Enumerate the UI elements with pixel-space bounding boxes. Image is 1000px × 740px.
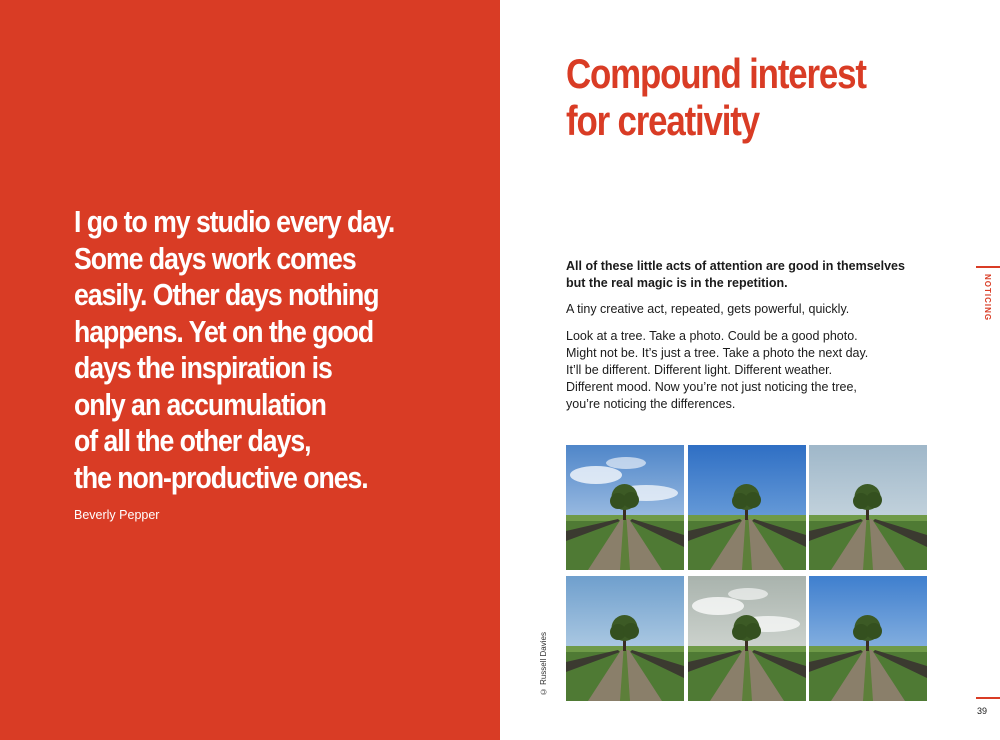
photo-grid (566, 445, 927, 701)
quote-author: Beverly Pepper (74, 508, 160, 522)
pull-quote (74, 204, 435, 496)
tree-photo-3 (809, 445, 927, 570)
quote-line: of all the other days, (74, 423, 311, 458)
photo-credit: © Russell Davies (539, 632, 548, 697)
tree-photo-2 (688, 445, 806, 570)
page-number: 39 (977, 706, 988, 716)
lead-line: All of these little acts of attention are good in themselves (566, 259, 905, 273)
quote-line: the non-productive ones. (74, 459, 368, 495)
quote-line: I go to my studio every day. (74, 204, 395, 239)
paragraph-line: Different mood. Now you’re not just noticing the tree, (566, 380, 857, 395)
quote-line: easily. Other days nothing (74, 277, 379, 312)
quote-line: Some days work comes (74, 240, 356, 276)
page-marker (976, 697, 1000, 699)
body-text (566, 258, 938, 423)
section-tab: NOTICING (983, 274, 992, 322)
paragraph-line: you’re noticing the differences. (566, 397, 736, 412)
tree-photo-4 (566, 576, 684, 701)
paragraph-2 (566, 328, 938, 414)
right-page (500, 0, 1000, 740)
title-line: for creativity (566, 97, 759, 144)
tree-photo-6 (809, 576, 927, 701)
paragraph-1: A tiny creative act, repeated, gets powerful, quickly. (566, 302, 850, 317)
paragraph-line: It’ll be different. Different light. Different weather. (566, 363, 833, 378)
page-title (566, 50, 866, 144)
paragraph-line: Look at a tree. Take a photo. Could be a good photo. (566, 328, 858, 343)
lead-paragraph (566, 258, 938, 292)
paragraph-line: Might not be. It’s just a tree. Take a photo the next day. (566, 345, 869, 360)
lead-line: but the real magic is in the repetition. (566, 276, 788, 291)
quote-line: days the inspiration is (74, 350, 332, 385)
title-line: Compound interest (566, 50, 866, 97)
tree-photo-1 (566, 445, 684, 570)
quote-line: only an accumulation (74, 386, 326, 422)
quote-line: happens. Yet on the good (74, 313, 374, 349)
section-marker (976, 266, 1000, 268)
tree-photo-5 (688, 576, 806, 701)
